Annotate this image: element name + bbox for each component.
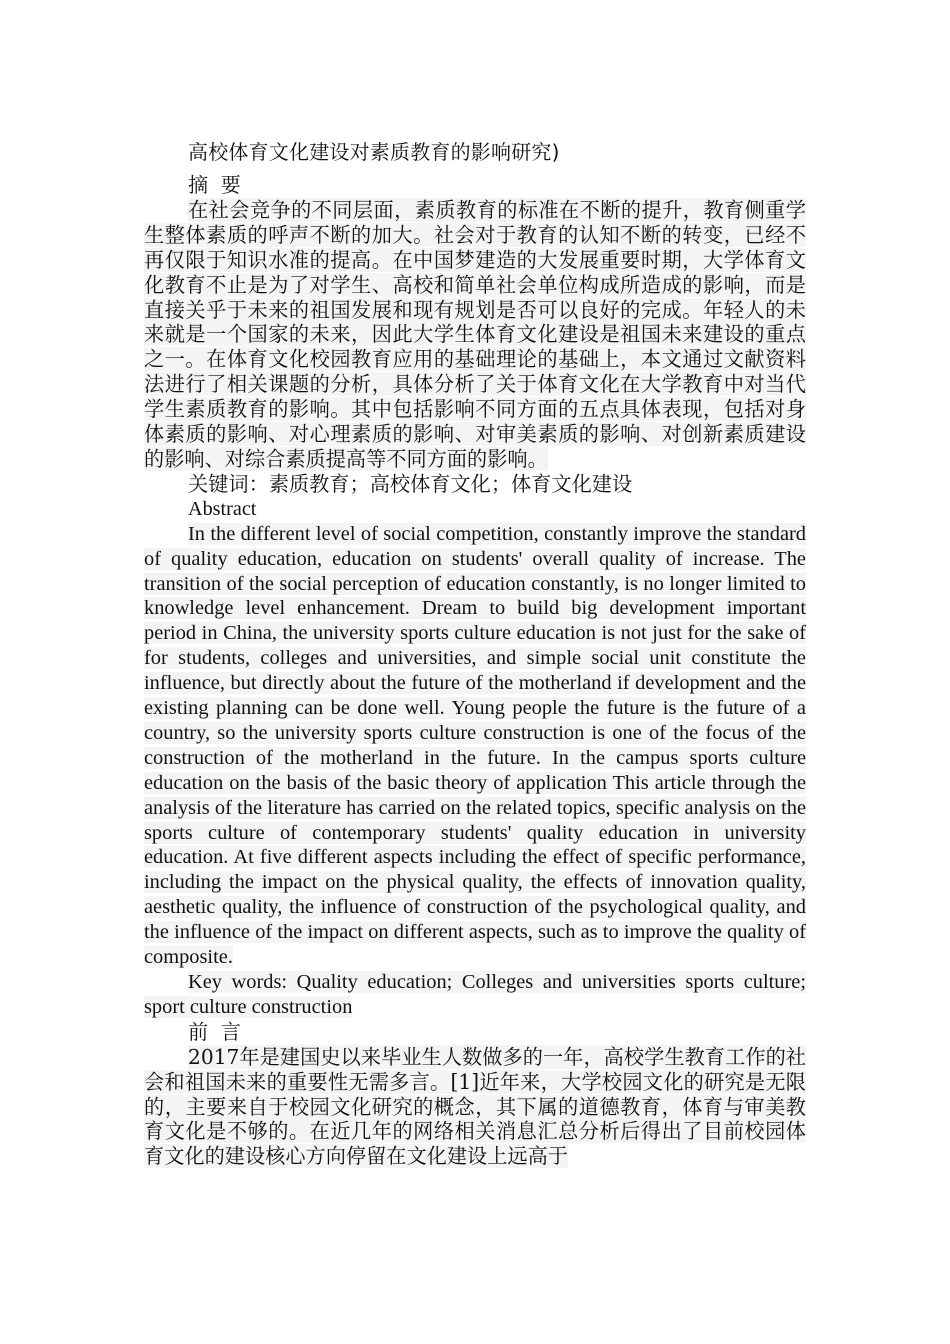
abstract-cn-paragraph bbox=[144, 198, 806, 472]
preface-heading: 前 言 bbox=[188, 1019, 244, 1044]
keywords-en-text: Key words: Quality education; Colleges and universities sports culture; sport culture construction bbox=[144, 971, 806, 1018]
abstract-en-paragraph bbox=[144, 522, 806, 970]
preface-paragraph bbox=[144, 1045, 806, 1170]
abstract-cn-text: 在社会竞争的不同层面，素质教育的标准在不断的提升，教育侧重学生整体素质的呼声不断的加大。社会对于教育的认知不断的转变，已经不再仅限于知识水准的提高。在中国梦建造的大发展重要时期，大学体育文化教育不止是为了对学生、高校和简单社会单位构成所造成的影响，而是直接关乎于未来的祖国发展和现有规划是否可以良好的完成。年轻人的未来就是一个国家的未来，因此大学生体育文化建设是祖国未来建设的重点之一。在体育文化校园教育应用的基础理论的基础上，本文通过文献资料法进行了相关课题的分析，具体分析了关于体育文化在大学教育中对当代学生素质教育的影响。其中包括影响不同方面的五点具体表现，包括对身体素质的影响、对心理素质的影响、对审美素质的影响、对创新素质建设的影响、对综合素质提高等不同方面的影响。 bbox=[144, 197, 806, 471]
document-title: 高校体育文化建设对素质教育的影响研究) bbox=[188, 140, 560, 164]
keywords-en bbox=[144, 970, 806, 1020]
abstract-en-text: In the different level of social competition, constantly improve the standard of quality education, education on students' overall quality of increase. The transition of the social perception of education constantly, is no longer limited to knowledge level enhancement. Dream to build big development important period in China, the university sports culture education is not just for the sake of for students, colleges and universities, and simple social unit constitute the influence, but directly about the future of the motherland if development and the existing planning can be done well. Young people the future is the future of a country, so the university sports culture construction is one of the focus of the construction of the motherland in the future. In the campus sports culture education on the basis of the basic theory of application This article through the analysis of the literature has carried on the related topics, specific analysis on the sports culture of contemporary students' quality education in university education. At five different aspects including the effect of specific performance, including the impact on the physical quality, the effects of innovation quality, aesthetic quality, the influence of construction of the psychological quality, and the influence of the impact on different aspects, such as to improve the quality of composite. bbox=[144, 522, 806, 969]
document-page bbox=[144, 137, 806, 1169]
keywords-cn: 关键词：素质教育；高校体育文化；体育文化建设 bbox=[188, 471, 633, 496]
abstract-en-heading: Abstract bbox=[188, 497, 257, 520]
preface-text: 2017年是建国史以来毕业生人数做多的一年，高校学生教育工作的社会和祖国未来的重要性无需多言。[1]近年来，大学校园文化的研究是无限的，主要来自于校园文化研究的概念，其下属的道德教育，体育与审美教育文化是不够的。在近几年的网络相关消息汇总分析后得出了目前校园体育文化的建设核心方向停留在文化建设上远高于 bbox=[144, 1044, 806, 1169]
abstract-cn-heading: 摘 要 bbox=[188, 173, 244, 197]
